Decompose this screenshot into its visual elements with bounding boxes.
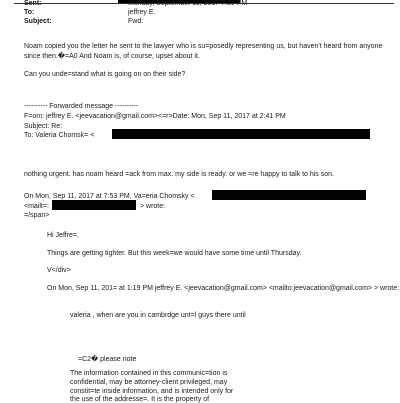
quote-attribution-2: On Mon, Sep 11, 201= at 1:19 PM jeffrey E. <jeevacation@gmail.com> <mailto:jeevacation@gmail.com> > wrote: xyxy=(47,285,400,292)
disclaimer-line-3: constit=te inside information, and is intended only for xyxy=(70,388,234,395)
sent-label: Sent: xyxy=(24,0,42,7)
jeffrey-message: valeria , when are you in cambrdge unt=l guys there until xyxy=(70,312,246,319)
subject-label: Subject: xyxy=(24,18,52,25)
subject-value: Fwd: xyxy=(128,18,144,25)
redacted-recipient xyxy=(112,129,370,139)
valeria-greeting: Hi Jeffre=, xyxy=(47,232,79,239)
disclaimer-line-4: the use of the addresse=. It is the property of xyxy=(70,396,210,403)
disclaimer-line-1: The information contained in this communic=tion is xyxy=(70,370,228,377)
quote-mailto-start: <mailt=: xyxy=(24,203,49,210)
valeria-signoff: V</div> xyxy=(47,267,71,274)
forwarded-separator: ---------- Forwarded message ---------- xyxy=(24,103,139,110)
redacted-email-1 xyxy=(212,190,366,200)
valeria-body: Things are getting tighter. But this week=we would have some time until Thursday. xyxy=(47,250,302,257)
disclaimer-line-2: confidential, may be attorney-client privileged, may xyxy=(70,379,228,386)
quote-span-artifact: =/span> xyxy=(24,212,50,219)
to-label: To: xyxy=(24,9,35,16)
forwarded-subject: Subject: Re: xyxy=(24,123,63,130)
reply-line: nothing urgent. has noam heard =ack from max. my side is ready. or we =re happy to talk to his son. xyxy=(24,171,334,178)
quote-wrote: > wrote: xyxy=(140,203,166,210)
quote-attribution-1: On Mon, Sep 11, 2017 at 7:53 PM, Va=eria Chomsky < xyxy=(24,193,195,200)
body-question: Can you unde=stand what is going on on their side? xyxy=(24,71,186,78)
forwarded-to: To: Valeria Chomsk= < xyxy=(24,132,95,139)
redacted-email-2 xyxy=(52,200,136,210)
please-note: =C2� please note xyxy=(78,356,137,363)
forwarded-from: F=om: jeffrey E. <jeevacation@gmail.com><=r>Date: Mon, Sep 11, 2017 at 2:41 PM xyxy=(24,113,286,120)
sent-value: Monday, September 11, 2017 7:39 PM xyxy=(128,0,248,7)
body-line-2: since then.�=A0 And Noam is, of course, upset about it. xyxy=(24,53,200,60)
body-line-1: Noam copied you the letter he sent to the lawyer who is su=posedly representing us, but haven't heard from anyone xyxy=(24,43,383,50)
to-value: jeffrey E. xyxy=(128,9,156,16)
